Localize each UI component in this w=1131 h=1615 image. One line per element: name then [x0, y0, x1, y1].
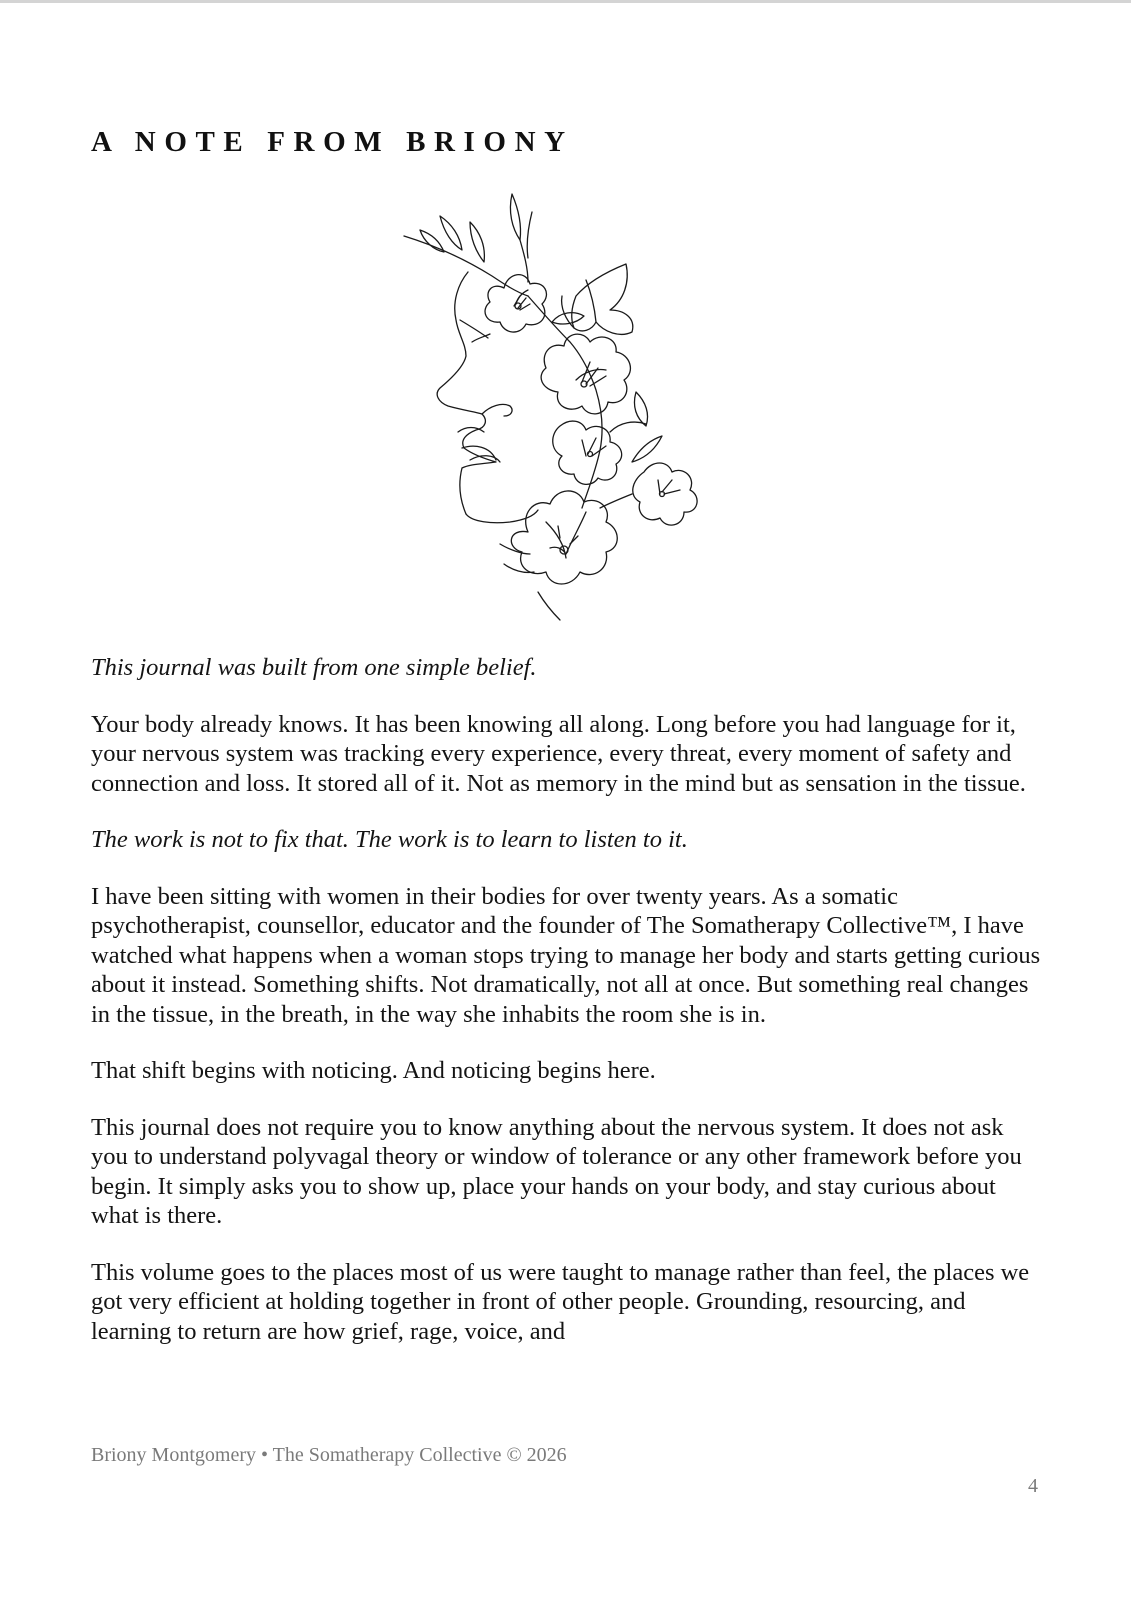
volume-paragraph: This volume goes to the places most of us were taught to manage rather than feel, the places we got very efficient at holding together in front of other people. Grounding, resourcing, and learning to return are how grief, rage, voice, and [91, 1258, 1030, 1345]
page-footer: Briony Montgomery • The Somatherapy Collective © 2026 [91, 1444, 567, 1466]
letter-body [91, 653, 1041, 1373]
twenty-years-paragraph: I have been sitting with women in their bodies for over twenty years. As a somatic psychotherapist, counsellor, educator and the founder of The Somatherapy Collective™, I have watched what happens when a woman stops trying to manage her body and starts getting curious about it instead. Something shifts. Not dramatically, not all at once. But something real changes in the tissue, in the breath, in the way she inhabits the room she is in. [91, 882, 1041, 1028]
work-listen-paragraph: The work is not to fix that. The work is to learn to listen to it. [91, 826, 688, 853]
no-requirements-paragraph: This journal does not require you to know anything about the nervous system. It does not ask you to understand polyvagal theory or window of tolerance or any other framework before you begin. It simply asks you to show up, place your hands on your body, and stay curious about what is there. [91, 1113, 1022, 1229]
body-knows-paragraph: Your body already knows. It has been knowing all along. Long before you had language for it, your nervous system was tracking every experience, every threat, every moment of safety and connection and loss. It stored all of it. Not as memory in the mind but as sensation in the tissue. [91, 710, 1026, 797]
page-number: 4 [1028, 1475, 1038, 1497]
noticing-paragraph: That shift begins with noticing. And noticing begins here. [91, 1057, 656, 1084]
page-title: A NOTE FROM BRIONY [91, 126, 574, 158]
opening-belief-paragraph: This journal was built from one simple belief. [91, 654, 537, 681]
face-with-flowers-line-art-icon [400, 192, 722, 624]
